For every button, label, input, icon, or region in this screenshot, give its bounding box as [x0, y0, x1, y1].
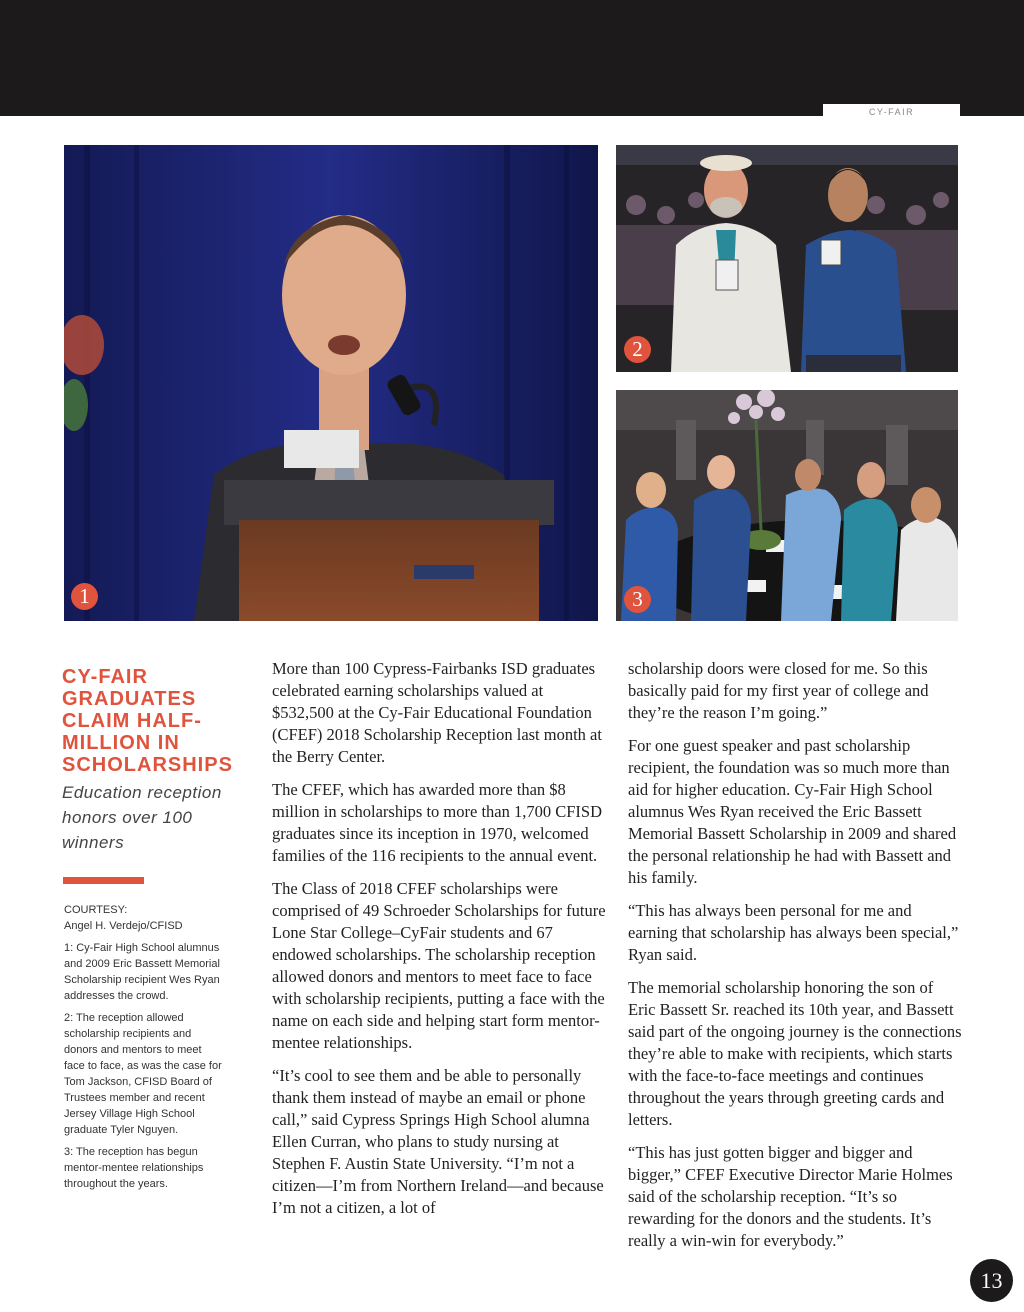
- body-column-1: [272, 658, 607, 1230]
- headline: CY-FAIR GRADUATES CLAIM HALF-MILLION IN SCHOLARSHIPS: [62, 666, 233, 776]
- photo-number-1: 1: [71, 583, 98, 610]
- page-number: 13: [970, 1259, 1013, 1302]
- paragraph: The CFEF, which has awarded more than $8 million in scholarships to more than 1,700 CFISD graduates since its inception in 1970, welcomed families of the 116 recipients to the annual event.: [272, 780, 602, 865]
- paragraph: More than 100 Cypress-Fairbanks ISD graduates celebrated earning scholarships valued at $532,500 at the Cy-Fair Educational Foundation (CFEF) 2018 Scholarship Reception last month at the Berry Center.: [272, 659, 602, 766]
- caption-3: 3: The reception has begun mentor-mentee relationships throughout the years.: [64, 1146, 204, 1190]
- accent-rule: [63, 877, 144, 884]
- caption-2: 2: The reception allowed scholarship recipients and donors and mentors to meet face to face, as was the case for Tom Jackson, CFISD Board of Trustees member and recent Jersey Village High School graduate Tyler Nguyen.: [64, 1012, 222, 1136]
- photo-captions: [64, 902, 224, 1198]
- photo-number-3: 3: [624, 586, 651, 613]
- paragraph: The Class of 2018 CFEF scholarships were comprised of 49 Schroeder Scholarships for future Lone Star College–CyFair students and 67 endowed scholarships. The scholarship reception allowed donors and mentors to meet face to face with scholarship recipients, putting a face with the name on each side and helping start form mentor-mentee relationships.: [272, 879, 606, 1052]
- paragraph: For one guest speaker and past scholarship recipient, the foundation was so much more than aid for higher education. Cy-Fair High School alumnus Wes Ryan received the Eric Bassett Memorial Bassett Scholarship in 2009 and shared the personal relationship he had with Bassett and his family.: [628, 736, 957, 887]
- body-column-2: [628, 658, 964, 1263]
- deck: Education reception honors over 100 winners: [62, 783, 222, 852]
- paragraph: “This has just gotten bigger and bigger and bigger,” CFEF Executive Director Marie Holmes said of the scholarship reception. “It’s so rewarding for the donors and the students. It’s really a win-win for everybody.”: [628, 1143, 953, 1250]
- photo-two-men: [616, 145, 958, 372]
- paragraph: “It’s cool to see them and be able to personally thank them instead of maybe an email or phone call,” said Cypress Springs High School alumna Ellen Curran, who plans to study nursing at Stephen F. Austin State University. “I’m not a citizen—I’m from Northern Ireland—and because I’m not a citizen, a lot of: [272, 1066, 604, 1217]
- section-label: CY-FAIR: [823, 104, 960, 118]
- paragraph: scholarship doors were closed for me. So this basically paid for my first year of college and they’re the reason I’m going.”: [628, 659, 929, 722]
- photo-number-2: 2: [624, 336, 651, 363]
- photo-reception-table: [616, 390, 958, 621]
- photo-speaker: [64, 145, 598, 621]
- header-bar: [0, 0, 1024, 116]
- paragraph: “This has always been personal for me and earning that scholarship has always been special,” Ryan said.: [628, 901, 959, 964]
- caption-1: 1: Cy-Fair High School alumnus and 2009 Eric Bassett Memorial Scholarship recipient Wes Ryan addresses the crowd.: [64, 942, 220, 1002]
- photo-credit: COURTESY: Angel H. Verdejo/CFISD: [64, 904, 183, 932]
- paragraph: The memorial scholarship honoring the son of Eric Bassett Sr. reached its 10th year, and Bassett said part of the ongoing journey is the connections they’re able to make with recipients, which starts with the face-to-face meetings and continues throughout the years through greeting cards and letters.: [628, 978, 962, 1129]
